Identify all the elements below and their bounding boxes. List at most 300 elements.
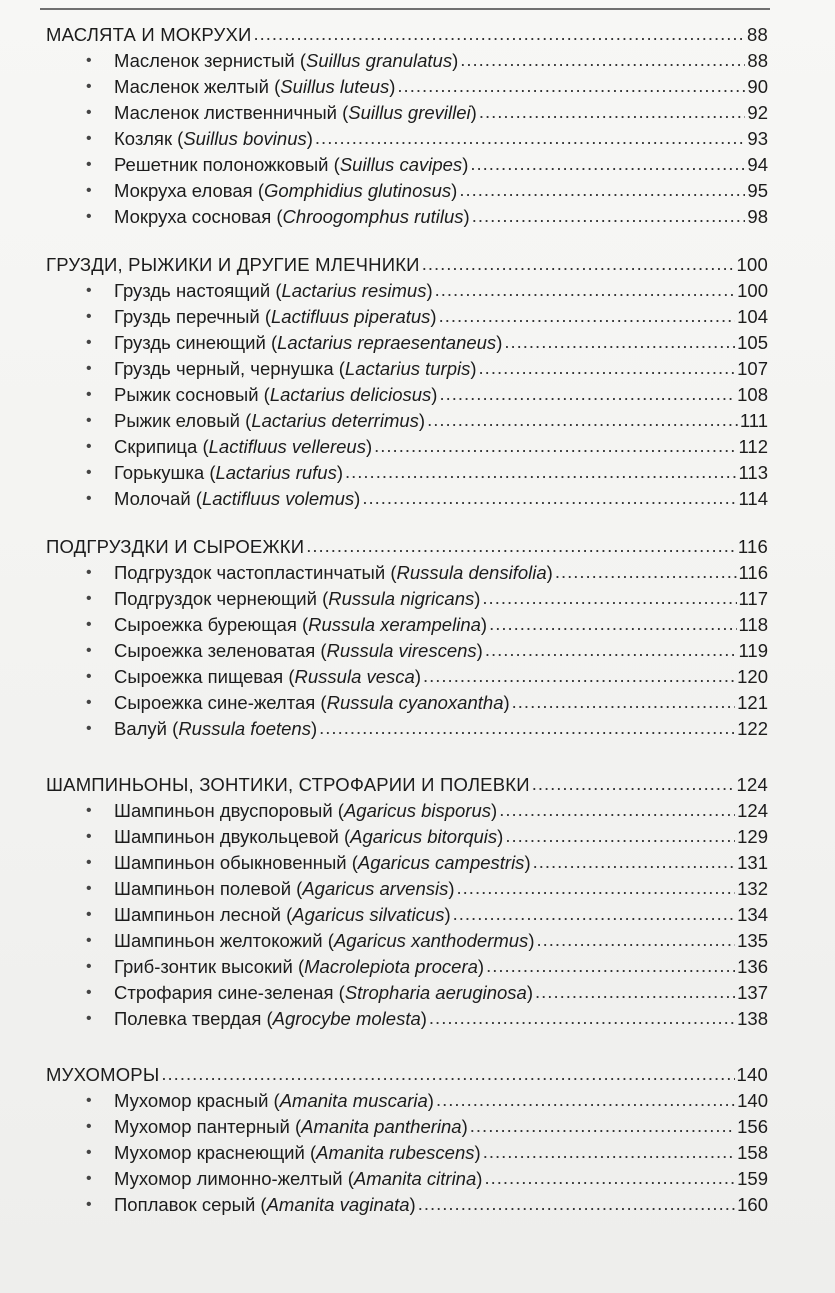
entry-page-number: 104 — [737, 306, 768, 327]
toc-entry — [46, 1088, 768, 1114]
entry-page-number: 114 — [738, 488, 768, 509]
entry-close-paren: ) — [491, 800, 498, 821]
entry-page-number: 95 — [747, 180, 768, 201]
bullet-icon: • — [86, 386, 92, 403]
bullet-icon: • — [86, 984, 92, 1001]
entry-latin-name: Suillus bovinus — [183, 128, 307, 149]
entry-name: Масленок лиственничный ( — [114, 102, 349, 123]
section-title: МУХОМОРЫ — [46, 1064, 160, 1085]
dot-leader — [484, 1165, 735, 1191]
entry-latin-name: Stropharia aeruginosa — [344, 982, 527, 1003]
entry-close-paren: ) — [474, 1142, 481, 1163]
dot-leader — [345, 459, 737, 485]
section-title: ШАМПИНЬОНЫ, ЗОНТИКИ, СТРОФАРИИ И ПОЛЕВКИ — [46, 774, 530, 795]
entry-page-number: 140 — [737, 1090, 768, 1111]
entry-close-paren: ) — [546, 562, 553, 583]
entry-close-paren: ) — [461, 1116, 468, 1137]
entry-close-paren: ) — [354, 488, 361, 509]
bullet-icon: • — [86, 464, 92, 481]
entry-close-paren: ) — [427, 1090, 434, 1111]
entry-label — [82, 560, 553, 586]
bullet-icon: • — [86, 668, 92, 685]
bullet-icon: • — [86, 1170, 92, 1187]
section-page-number: 88 — [747, 24, 768, 45]
entry-close-paren: ) — [409, 1194, 416, 1215]
bullet-icon: • — [86, 906, 92, 923]
entry-latin-name: Suillus granulatus — [306, 50, 453, 71]
entry-name: Скрипица ( — [114, 436, 209, 457]
entry-latin-name: Amanita citrina — [353, 1168, 477, 1189]
entry-latin-name: Lactarius repraesentaneus — [277, 332, 497, 353]
entry-close-paren: ) — [503, 692, 510, 713]
entry-latin-name: Lactarius deliciosus — [269, 384, 432, 405]
bullet-icon: • — [86, 334, 92, 351]
toc-entry — [46, 486, 768, 512]
bullet-icon: • — [86, 932, 92, 949]
entry-latin-name: Amanita muscaria — [279, 1090, 428, 1111]
dot-leader — [435, 277, 736, 303]
toc-entry — [46, 1140, 768, 1166]
entry-name: Груздь перечный ( — [114, 306, 272, 327]
toc-entry — [46, 586, 768, 612]
entry-name: Шампиньон обыкновенный ( — [114, 852, 358, 873]
section-heading — [46, 1062, 768, 1088]
entry-close-paren: ) — [480, 614, 488, 635]
bullet-icon: • — [86, 208, 92, 225]
toc-entry — [46, 152, 768, 178]
entry-close-paren: ) — [426, 280, 433, 301]
entry-close-paren: ) — [448, 878, 455, 899]
entry-name: Груздь синеющий ( — [114, 332, 278, 353]
entry-name: Мухомор красный ( — [114, 1090, 280, 1111]
dot-leader — [418, 1191, 735, 1217]
entry-label — [82, 1192, 416, 1218]
entry-name: Валуй ( — [114, 718, 179, 739]
entry-latin-name: Suillus luteus — [280, 76, 390, 97]
dot-leader — [512, 689, 735, 715]
entry-close-paren: ) — [310, 718, 318, 739]
entry-name: Горькушка ( — [114, 462, 216, 483]
section-heading — [46, 772, 768, 798]
section-gap — [46, 230, 768, 252]
dot-leader — [453, 901, 735, 927]
bullet-icon: • — [86, 104, 92, 121]
toc-entry — [46, 824, 768, 850]
toc-entry — [46, 560, 768, 586]
entry-label — [82, 928, 534, 954]
entry-label — [82, 954, 484, 980]
toc-entry — [46, 278, 768, 304]
toc-entry — [46, 980, 768, 1006]
dot-leader — [486, 953, 735, 979]
entry-page-number: 90 — [747, 76, 768, 97]
bullet-icon: • — [86, 412, 92, 429]
entry-name: Мухомор лимонно-желтый ( — [114, 1168, 354, 1189]
bullet-icon: • — [86, 828, 92, 845]
entry-name: Груздь настоящий ( — [114, 280, 282, 301]
entry-label — [82, 716, 317, 742]
entry-name: Шампиньон полевой ( — [114, 878, 303, 899]
entry-label — [82, 278, 433, 304]
entry-name: Гриб-зонтик высокий ( — [114, 956, 305, 977]
entry-name: Шампиньон двукольцевой ( — [114, 826, 351, 847]
entry-name: Масленок желтый ( — [114, 76, 281, 97]
entry-name: Сыроежка сине-желтая ( — [114, 692, 327, 713]
toc-entry — [46, 1006, 768, 1032]
section-gap — [46, 742, 768, 772]
toc-entry — [46, 902, 768, 928]
entry-name: Рыжик сосновый ( — [114, 384, 270, 405]
entry-latin-name: Lactifluus vellereus — [208, 436, 366, 457]
top-rule — [40, 8, 770, 10]
entry-latin-name: Chroogomphus rutilus — [282, 206, 464, 227]
entry-close-paren: ) — [497, 826, 504, 847]
entry-label — [82, 850, 531, 876]
dot-leader — [254, 21, 746, 47]
entry-latin-name: Suillus cavipes — [339, 154, 463, 175]
toc-entry — [46, 664, 768, 690]
entry-name: Полевка твердая ( — [114, 1008, 273, 1029]
toc-entry — [46, 204, 768, 230]
entry-page-number: 156 — [737, 1116, 768, 1137]
entry-page-number: 136 — [737, 956, 768, 977]
entry-close-paren: ) — [462, 154, 469, 175]
entry-label — [82, 48, 458, 74]
entry-latin-name: Lactarius deterrimus — [251, 410, 419, 431]
entry-label — [82, 100, 477, 126]
entry-label — [82, 152, 468, 178]
entry-page-number: 119 — [738, 640, 768, 661]
entry-close-paren: ) — [444, 904, 451, 925]
toc-section — [46, 772, 768, 1032]
entry-close-paren: ) — [470, 102, 477, 123]
dot-leader — [460, 47, 745, 73]
entry-page-number: 93 — [747, 128, 768, 149]
dot-leader — [470, 1113, 735, 1139]
entry-latin-name: Lactarius resimus — [281, 280, 427, 301]
entry-name: Масленок зернистый ( — [114, 50, 307, 71]
toc-entry — [46, 178, 768, 204]
toc-entry — [46, 356, 768, 382]
entry-page-number: 100 — [737, 280, 768, 301]
entry-page-number: 88 — [747, 50, 768, 71]
section-title: ПОДГРУЗДКИ И СЫРОЕЖКИ — [46, 536, 305, 557]
entry-page-number: 108 — [737, 384, 768, 405]
dot-leader — [504, 329, 735, 355]
entry-name: Шампиньон желтокожий ( — [114, 930, 334, 951]
entry-page-number: 138 — [737, 1008, 768, 1029]
entry-name: Решетник полоножковый ( — [114, 154, 340, 175]
section-page-number: 116 — [737, 536, 768, 557]
entry-close-paren: ) — [476, 1168, 483, 1189]
dot-leader — [533, 849, 736, 875]
section-gap — [46, 512, 768, 534]
dot-leader — [470, 151, 745, 177]
entry-latin-name: Agaricus campestris — [357, 852, 525, 873]
entry-page-number: 105 — [737, 332, 768, 353]
entry-label — [82, 1166, 482, 1192]
bullet-icon: • — [86, 1118, 92, 1135]
entry-page-number: 132 — [737, 878, 768, 899]
entry-close-paren: ) — [474, 588, 481, 609]
entry-page-number: 137 — [737, 982, 768, 1003]
entry-name: Шампиньон лесной ( — [114, 904, 293, 925]
entry-latin-name: Macrolepiota procera — [304, 956, 478, 977]
entry-page-number: 121 — [737, 692, 768, 713]
entry-latin-name: Russula foetens — [178, 718, 311, 739]
entry-page-number: 112 — [738, 436, 768, 457]
bullet-icon: • — [86, 360, 92, 377]
entry-name: Подгруздок чернеющий ( — [114, 588, 329, 609]
entry-name: Сыроежка зеленоватая ( — [114, 640, 327, 661]
entry-name: Шампиньон двуспоровый ( — [114, 800, 344, 821]
entry-label — [82, 486, 360, 512]
dot-leader — [315, 125, 746, 151]
entry-latin-name: Lactarius turpis — [344, 358, 471, 379]
entry-name: Подгруздок частопластинчатый ( — [114, 562, 397, 583]
bullet-icon: • — [86, 1010, 92, 1027]
entry-label — [82, 824, 503, 850]
entry-latin-name: Amanita pantherina — [301, 1116, 462, 1137]
dot-leader — [485, 637, 737, 663]
entry-page-number: 113 — [738, 462, 768, 483]
entry-page-number: 135 — [737, 930, 768, 951]
entry-page-number: 160 — [737, 1194, 768, 1215]
entry-name: Мокруха сосновая ( — [114, 206, 283, 227]
entry-name: Поплавок серый ( — [114, 1194, 267, 1215]
entry-latin-name: Lactarius rufus — [215, 462, 337, 483]
entry-label — [82, 1088, 434, 1114]
entry-latin-name: Lactifluus volemus — [201, 488, 355, 509]
entry-page-number: 92 — [747, 102, 768, 123]
entry-latin-name: Amanita vaginata — [266, 1194, 410, 1215]
entry-label — [82, 690, 510, 716]
entry-close-paren: ) — [476, 640, 483, 661]
bullet-icon: • — [86, 958, 92, 975]
entry-latin-name: Russula virescens — [326, 640, 477, 661]
dot-leader — [374, 433, 736, 459]
bullet-icon: • — [86, 182, 92, 199]
bullet-icon: • — [86, 130, 92, 147]
entry-latin-name: Agaricus bisporus — [343, 800, 492, 821]
bullet-icon: • — [86, 1144, 92, 1161]
entry-name: Молочай ( — [114, 488, 202, 509]
dot-leader — [532, 771, 735, 797]
section-heading — [46, 534, 768, 560]
entry-close-paren: ) — [365, 436, 373, 457]
entry-page-number: 94 — [747, 154, 768, 175]
entry-name: Груздь черный, чернушка ( — [114, 358, 345, 379]
entry-label — [82, 74, 395, 100]
entry-close-paren: ) — [496, 332, 503, 353]
toc-entry — [46, 1166, 768, 1192]
toc-entry — [46, 638, 768, 664]
dot-leader — [427, 407, 738, 433]
bullet-icon: • — [86, 1196, 92, 1213]
section-heading — [46, 252, 768, 278]
entry-close-paren: ) — [451, 180, 458, 201]
toc-section — [46, 252, 768, 512]
entry-page-number: 98 — [747, 206, 768, 227]
entry-label — [82, 586, 480, 612]
bullet-icon: • — [86, 156, 92, 173]
dot-leader — [429, 1005, 735, 1031]
section-gap — [46, 1032, 768, 1062]
section-title: МАСЛЯТА И МОКРУХИ — [46, 24, 252, 45]
entry-name: Козляк ( — [114, 128, 184, 149]
entry-latin-name: Gomphidius glutinosus — [264, 180, 452, 201]
section-page-number: 124 — [736, 774, 768, 795]
entry-page-number: 122 — [737, 718, 768, 739]
dot-leader — [479, 99, 746, 125]
bullet-icon: • — [86, 282, 92, 299]
entry-latin-name: Russula vesca — [294, 666, 415, 687]
entry-label — [82, 126, 313, 152]
entry-latin-name: Agaricus silvaticus — [292, 904, 445, 925]
dot-leader — [535, 979, 735, 1005]
toc-entry — [46, 954, 768, 980]
dot-leader — [472, 203, 746, 229]
dot-leader — [479, 355, 736, 381]
entry-label — [82, 1114, 468, 1140]
toc-entry — [46, 612, 768, 638]
entry-page-number: 111 — [739, 410, 768, 431]
dot-leader — [161, 1061, 734, 1087]
entry-name: Сыроежка буреющая ( — [114, 614, 309, 635]
entry-page-number: 116 — [738, 562, 768, 583]
bullet-icon: • — [86, 642, 92, 659]
dot-leader — [482, 585, 736, 611]
entry-label — [82, 876, 455, 902]
toc-entry — [46, 1114, 768, 1140]
entry-page-number: 124 — [737, 800, 768, 821]
entry-label — [82, 1140, 481, 1166]
entry-page-number: 117 — [738, 588, 768, 609]
dot-leader — [457, 875, 736, 901]
toc-entry — [46, 74, 768, 100]
dot-leader — [439, 303, 736, 329]
table-of-contents — [46, 22, 768, 1218]
dot-leader — [422, 251, 735, 277]
entry-page-number: 159 — [737, 1168, 768, 1189]
dot-leader — [505, 823, 735, 849]
toc-entry — [46, 876, 768, 902]
section-page-number: 140 — [736, 1064, 768, 1085]
entry-label — [82, 434, 372, 460]
entry-close-paren: ) — [418, 410, 426, 431]
entry-latin-name: Suillus grevillei — [348, 102, 471, 123]
toc-entry — [46, 460, 768, 486]
entry-page-number: 107 — [737, 358, 768, 379]
entry-name: Строфария сине-зеленая ( — [114, 982, 345, 1003]
section-title: ГРУЗДИ, РЫЖИКИ И ДРУГИЕ МЛЕЧНИКИ — [46, 254, 420, 275]
entry-page-number: 118 — [738, 614, 768, 635]
bullet-icon: • — [86, 694, 92, 711]
entry-latin-name: Agaricus xanthodermus — [333, 930, 529, 951]
bullet-icon: • — [86, 490, 92, 507]
entry-close-paren: ) — [306, 128, 313, 149]
entry-page-number: 120 — [737, 666, 768, 687]
entry-name: Сыроежка пищевая ( — [114, 666, 295, 687]
entry-close-paren: ) — [477, 956, 485, 977]
dot-leader — [439, 381, 735, 407]
bullet-icon: • — [86, 1092, 92, 1109]
entry-name: Рыжик еловый ( — [114, 410, 252, 431]
bullet-icon: • — [86, 616, 92, 633]
toc-entry — [46, 1192, 768, 1218]
bullet-icon: • — [86, 52, 92, 69]
entry-close-paren: ) — [524, 852, 531, 873]
entry-label — [82, 612, 487, 638]
bullet-icon: • — [86, 564, 92, 581]
entry-page-number: 131 — [737, 852, 768, 873]
entry-latin-name: Agaricus bitorquis — [350, 826, 498, 847]
toc-entry — [46, 304, 768, 330]
entry-label — [82, 1006, 427, 1032]
entry-close-paren: ) — [528, 930, 535, 951]
entry-label — [82, 664, 421, 690]
section-page-number: 100 — [736, 254, 768, 275]
toc-entry — [46, 928, 768, 954]
entry-label — [82, 330, 502, 356]
toc-entry — [46, 126, 768, 152]
entry-name: Мухомор краснеющий ( — [114, 1142, 317, 1163]
entry-close-paren: ) — [336, 462, 343, 483]
toc-entry — [46, 408, 768, 434]
entry-name: Мокруха еловая ( — [114, 180, 264, 201]
toc-entry — [46, 798, 768, 824]
toc-entry — [46, 382, 768, 408]
dot-leader — [489, 611, 736, 637]
toc-section — [46, 1062, 768, 1218]
entry-latin-name: Russula densifolia — [396, 562, 547, 583]
dot-leader — [436, 1087, 735, 1113]
bullet-icon: • — [86, 720, 92, 737]
entry-close-paren: ) — [452, 50, 459, 71]
dot-leader — [459, 177, 745, 203]
entry-label — [82, 304, 437, 330]
bullet-icon: • — [86, 308, 92, 325]
entry-latin-name: Agrocybe molesta — [272, 1008, 421, 1029]
dot-leader — [555, 559, 737, 585]
entry-close-paren: ) — [430, 306, 437, 327]
entry-latin-name: Amanita rubescens — [316, 1142, 475, 1163]
toc-entry — [46, 690, 768, 716]
entry-page-number: 129 — [737, 826, 768, 847]
entry-close-paren: ) — [389, 76, 396, 97]
entry-close-paren: ) — [414, 666, 421, 687]
entry-page-number: 158 — [737, 1142, 768, 1163]
entry-label — [82, 902, 451, 928]
entry-label — [82, 382, 437, 408]
entry-label — [82, 980, 533, 1006]
toc-entry — [46, 850, 768, 876]
dot-leader — [483, 1139, 735, 1165]
entry-latin-name: Lactifluus piperatus — [271, 306, 431, 327]
entry-close-paren: ) — [431, 384, 438, 405]
bullet-icon: • — [86, 438, 92, 455]
entry-label — [82, 460, 343, 486]
dot-leader — [319, 715, 735, 741]
entry-label — [82, 178, 457, 204]
toc-entry — [46, 48, 768, 74]
entry-label — [82, 204, 470, 230]
bullet-icon: • — [86, 590, 92, 607]
entry-latin-name: Russula nigricans — [328, 588, 475, 609]
toc-entry — [46, 100, 768, 126]
dot-leader — [423, 663, 735, 689]
toc-section — [46, 534, 768, 742]
